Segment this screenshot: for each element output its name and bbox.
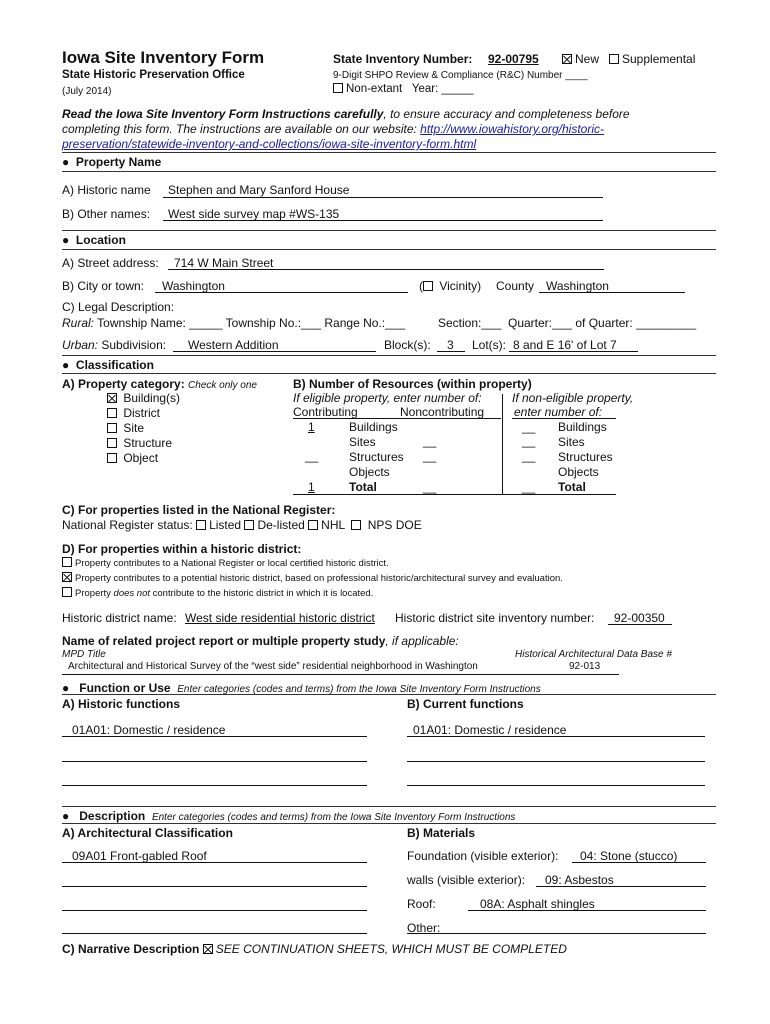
property-category-label	[62, 377, 257, 391]
eligible-hint: If eligible property, enter number of:	[293, 391, 482, 405]
checkbox-icon[interactable]	[107, 453, 117, 463]
category-label: District	[123, 406, 161, 420]
office-name: State Historic Preservation Office	[62, 69, 245, 81]
district-option-3[interactable]	[62, 587, 373, 599]
checkbox-icon[interactable]	[244, 520, 254, 530]
type-objects: Objects	[349, 465, 390, 479]
noneligible-hint-2: enter number of:	[514, 405, 603, 419]
checkbox-icon[interactable]	[609, 54, 619, 64]
contrib-structures-field[interactable]: __	[305, 449, 319, 463]
roof-field[interactable]: 08A: Asphalt shingles	[480, 897, 595, 911]
form-title: Iowa Site Inventory Form	[62, 48, 265, 67]
checkbox-icon[interactable]	[107, 423, 117, 433]
db-number-label: Historical Architectural Data Base #	[515, 649, 672, 660]
noneligible-hint: If non-eligible property,	[512, 391, 634, 405]
column-divider	[502, 394, 503, 494]
nr-status-label: National Register status:	[62, 518, 193, 532]
category-hint: Check only one	[188, 380, 257, 391]
noncontrib-total-field[interactable]: __	[423, 480, 437, 494]
divider	[62, 806, 716, 807]
nonextant-option[interactable]	[333, 83, 473, 95]
walls-label: walls (visible exterior):	[407, 873, 526, 887]
vicinity-label: Vicinity)	[439, 279, 482, 293]
current-functions-label: B) Current functions	[407, 697, 524, 711]
instructions: Read the Iowa Site Inventory Form Instructions carefully, to ensure accuracy and completeness before	[62, 107, 630, 121]
category-label: Site	[123, 421, 145, 435]
category-label: Object	[123, 451, 159, 465]
section-field[interactable]: Section:___	[438, 316, 502, 330]
related-heading-text: Name of related project report or multiple property study	[62, 634, 386, 648]
section-location: ● Location	[62, 233, 126, 247]
street-field[interactable]: 714 W Main Street	[174, 256, 274, 270]
section-label: Property Name	[75, 155, 162, 169]
ne-total-field[interactable]: __	[522, 480, 536, 494]
foundation-label: Foundation (visible exterior):	[407, 849, 559, 863]
related-hint: , if applicable:	[385, 634, 459, 648]
ne-type-objects: Objects	[558, 465, 599, 479]
county-field[interactable]: Washington	[546, 279, 609, 293]
current-function-field[interactable]: 01A01: Domestic / residence	[413, 723, 567, 737]
checkbox-icon[interactable]	[62, 587, 72, 597]
section-label: Classification	[75, 358, 154, 372]
divider	[62, 355, 716, 356]
option-emphasis: does not	[113, 588, 150, 599]
historic-name-label: A) Historic name	[62, 183, 151, 197]
option-label-rest: contribute to the historic district in which it is located.	[152, 588, 374, 599]
urban-label: Urban:	[62, 338, 99, 352]
other-names-label: B) Other names:	[62, 207, 151, 221]
checkbox-icon[interactable]	[351, 520, 361, 530]
category-site[interactable]	[107, 421, 180, 436]
category-label: Structure	[123, 436, 173, 450]
new-label: New	[575, 52, 600, 66]
checkbox-icon[interactable]	[62, 557, 72, 567]
city-field[interactable]: Washington	[162, 279, 225, 293]
instructions-line2	[62, 122, 604, 136]
category-object[interactable]	[107, 451, 180, 466]
rural-fields[interactable]: Township Name: _____ Township No.:___ Range No.:___	[97, 316, 406, 330]
rc-number-label: 9-Digit SHPO Review & Compliance (R&C) Number ____	[333, 70, 588, 81]
contrib-buildings-field[interactable]: 1	[308, 420, 315, 434]
district-name-field[interactable]: West side residential historic district	[185, 611, 375, 625]
related-heading	[62, 634, 459, 648]
quarter-field[interactable]: Quarter:___ of Quarter: _________	[508, 316, 697, 330]
option-label: Property	[75, 588, 111, 599]
blocks-label: Block(s):	[384, 338, 431, 352]
district-number-field[interactable]: 92-00350	[614, 611, 665, 625]
section-hint: Enter categories (codes and terms) from the Iowa Site Inventory Form Instructions	[177, 684, 541, 695]
type-buildings: Buildings	[349, 420, 398, 434]
divider	[62, 694, 716, 695]
checkbox-checked-icon[interactable]	[62, 572, 72, 582]
rural-label: Rural:	[62, 316, 95, 330]
legal-description-label: C) Legal Description:	[62, 300, 175, 314]
section-classification: ● Classification	[62, 358, 154, 372]
field-underline	[62, 674, 619, 675]
checkbox-icon[interactable]	[107, 438, 117, 448]
divider	[62, 230, 716, 231]
historic-name-field[interactable]: Stephen and Mary Sanford House	[168, 183, 350, 197]
subdivision-field[interactable]: Western Addition	[188, 338, 279, 352]
district-name-label: Historic district name:	[62, 611, 177, 625]
db-number-field[interactable]: 92-013	[569, 661, 601, 672]
type-structures: Structures	[349, 450, 404, 464]
foundation-field[interactable]: 04: Stone (stucco)	[580, 849, 678, 863]
arch-classification-field-2[interactable]	[62, 886, 367, 887]
arch-classification-field[interactable]: 09A01 Front-gabled Roof	[72, 849, 207, 863]
category-building[interactable]	[107, 391, 180, 406]
ne-type-buildings: Buildings	[558, 420, 607, 434]
supplemental-option[interactable]	[609, 52, 695, 66]
mpd-title-field[interactable]: Architectural and Historical Survey of the “west side” residential neighborhood in Washington	[68, 661, 478, 672]
historic-function-field-3[interactable]	[62, 785, 367, 786]
divider	[62, 373, 716, 374]
current-function-field-2[interactable]	[407, 761, 705, 762]
instructions-bold: Read the Iowa Site Inventory Form Instructions carefully	[62, 107, 384, 121]
contributing-header: Contributing	[293, 405, 358, 419]
other-material-field[interactable]	[407, 933, 706, 934]
ne-type-sites: Sites	[558, 435, 585, 449]
divider	[62, 171, 716, 172]
nonextant-label: Non-extant	[346, 83, 403, 95]
rural-row	[62, 316, 405, 330]
form-date: (July 2014)	[62, 86, 112, 97]
ne-type-total: Total	[558, 480, 586, 494]
ne-structures-field[interactable]: __	[522, 449, 536, 463]
other-names-field[interactable]: West side survey map #WS-135	[168, 207, 340, 221]
district-option-2[interactable]	[62, 572, 563, 584]
historic-function-field-2[interactable]	[62, 761, 367, 762]
city-label: B) City or town:	[62, 279, 145, 293]
noncontrib-sites-field[interactable]: __	[423, 434, 437, 448]
national-register-heading: C) For properties listed in the National Register:	[62, 503, 336, 517]
section-function: ● Function or Use Enter categories (codes and terms) from the Iowa Site Inventory Form Instructions	[62, 681, 541, 695]
street-label: A) Street address:	[62, 256, 159, 270]
type-sites: Sites	[349, 435, 376, 449]
district-option-1[interactable]	[62, 557, 389, 569]
header-underline	[512, 418, 616, 419]
current-function-field-3[interactable]	[407, 785, 705, 786]
materials-label: B) Materials	[407, 826, 476, 840]
category-structure[interactable]	[107, 436, 180, 451]
historic-functions-label: A) Historic functions	[62, 697, 181, 711]
section-hint: Enter categories (codes and terms) from the Iowa Site Inventory Form Instructions	[151, 812, 516, 823]
walls-field[interactable]: 09: Asbestos	[545, 873, 614, 887]
section-description: ● Description Enter categories (codes and terms) from the Iowa Site Inventory Form Instructions	[62, 809, 516, 823]
ne-buildings-field[interactable]: __	[522, 420, 536, 434]
narrative-label: C) Narrative Description	[62, 942, 200, 956]
option-label: Listed	[209, 518, 242, 532]
option-label: Property contributes to a potential historic district, based on professional historic/architectural survey and evaluation.	[75, 573, 563, 584]
divider	[62, 152, 716, 153]
instructions-link-cont[interactable]: preservation/statewide-inventory-and-collections/iowa-site-inventory-form.html	[62, 137, 477, 151]
checkbox-icon[interactable]	[196, 520, 206, 530]
checkbox-checked-icon[interactable]	[107, 393, 117, 403]
instructions-text: completing this form. The instructions are available on our website:	[62, 122, 421, 136]
option-label: NPS DOE	[367, 518, 422, 532]
category-label: Building(s)	[123, 391, 181, 405]
district-number-label: Historic district site inventory number:	[395, 611, 595, 625]
contrib-total-field[interactable]: 1	[308, 480, 315, 494]
checkbox-checked-icon[interactable]	[562, 54, 572, 64]
ne-type-structures: Structures	[558, 450, 613, 464]
urban-row	[62, 338, 166, 352]
state-number-value[interactable]: 92-00795	[488, 52, 539, 66]
section-label: Function or Use	[79, 681, 171, 695]
category-options	[107, 391, 180, 466]
category-label: A) Property category:	[62, 377, 185, 391]
checkbox-icon[interactable]	[308, 520, 318, 530]
narrative-row	[62, 942, 567, 956]
checkbox-icon[interactable]	[423, 281, 433, 291]
resources-label: B) Number of Resources (within property)	[293, 377, 532, 391]
historic-function-field[interactable]: 01A01: Domestic / residence	[72, 723, 226, 737]
national-register-row	[62, 518, 422, 532]
type-total: Total	[349, 480, 377, 494]
lots-label: Lot(s):	[472, 338, 507, 352]
supplemental-label: Supplemental	[622, 52, 696, 66]
nr-listed[interactable]	[196, 518, 241, 532]
noncontrib-structures-field[interactable]: __	[423, 449, 437, 463]
section-label: Description	[79, 809, 146, 823]
section-property-name: ● Property Name	[62, 155, 162, 169]
roof-label: Roof:	[407, 897, 436, 911]
checkbox-icon[interactable]	[107, 408, 117, 418]
header-underline	[293, 418, 501, 419]
year-label: Year: _____	[411, 83, 474, 95]
field-underline	[163, 197, 603, 198]
narrative-value: SEE CONTINUATION SHEETS, WHICH MUST BE COMPLETED	[215, 942, 567, 956]
arch-classification-field-3[interactable]	[62, 910, 367, 911]
checkbox-icon[interactable]	[333, 83, 343, 93]
new-option[interactable]	[562, 52, 599, 66]
divider	[62, 823, 716, 824]
checkbox-checked-icon[interactable]	[203, 944, 213, 954]
lots-field[interactable]: 8 and E 16' of Lot 7	[513, 338, 617, 352]
total-line	[293, 494, 616, 495]
mpd-title-label: MPD Title	[62, 649, 106, 660]
option-label: De-listed	[257, 518, 305, 532]
nr-nhl[interactable]	[308, 518, 345, 532]
other-material-label: Other:	[407, 921, 441, 935]
instructions-link[interactable]: http://www.iowahistory.org/historic-	[420, 122, 605, 136]
noncontributing-header: Noncontributing	[400, 405, 485, 419]
instructions-line3	[62, 137, 476, 151]
arch-classification-field-4[interactable]	[62, 933, 367, 934]
section-label: Location	[75, 233, 126, 247]
category-district[interactable]	[107, 406, 180, 421]
vicinity-option[interactable]: ( Vicinity)	[419, 279, 482, 293]
arch-classification-label: A) Architectural Classification	[62, 826, 233, 840]
subdivision-label: Subdivision:	[101, 338, 167, 352]
state-number-label: State Inventory Number:	[333, 52, 473, 66]
nr-delisted[interactable]	[244, 518, 304, 532]
nr-nps-doe[interactable]	[351, 518, 421, 532]
option-label: Property contributes to a National Register or local certified historic district.	[75, 558, 389, 569]
ne-sites-field[interactable]: __	[522, 434, 536, 448]
district-heading: D) For properties within a historic district:	[62, 542, 302, 556]
divider	[62, 249, 716, 250]
county-label: County	[496, 279, 535, 293]
blocks-field[interactable]: 3	[447, 338, 454, 352]
option-label: NHL	[321, 518, 345, 532]
